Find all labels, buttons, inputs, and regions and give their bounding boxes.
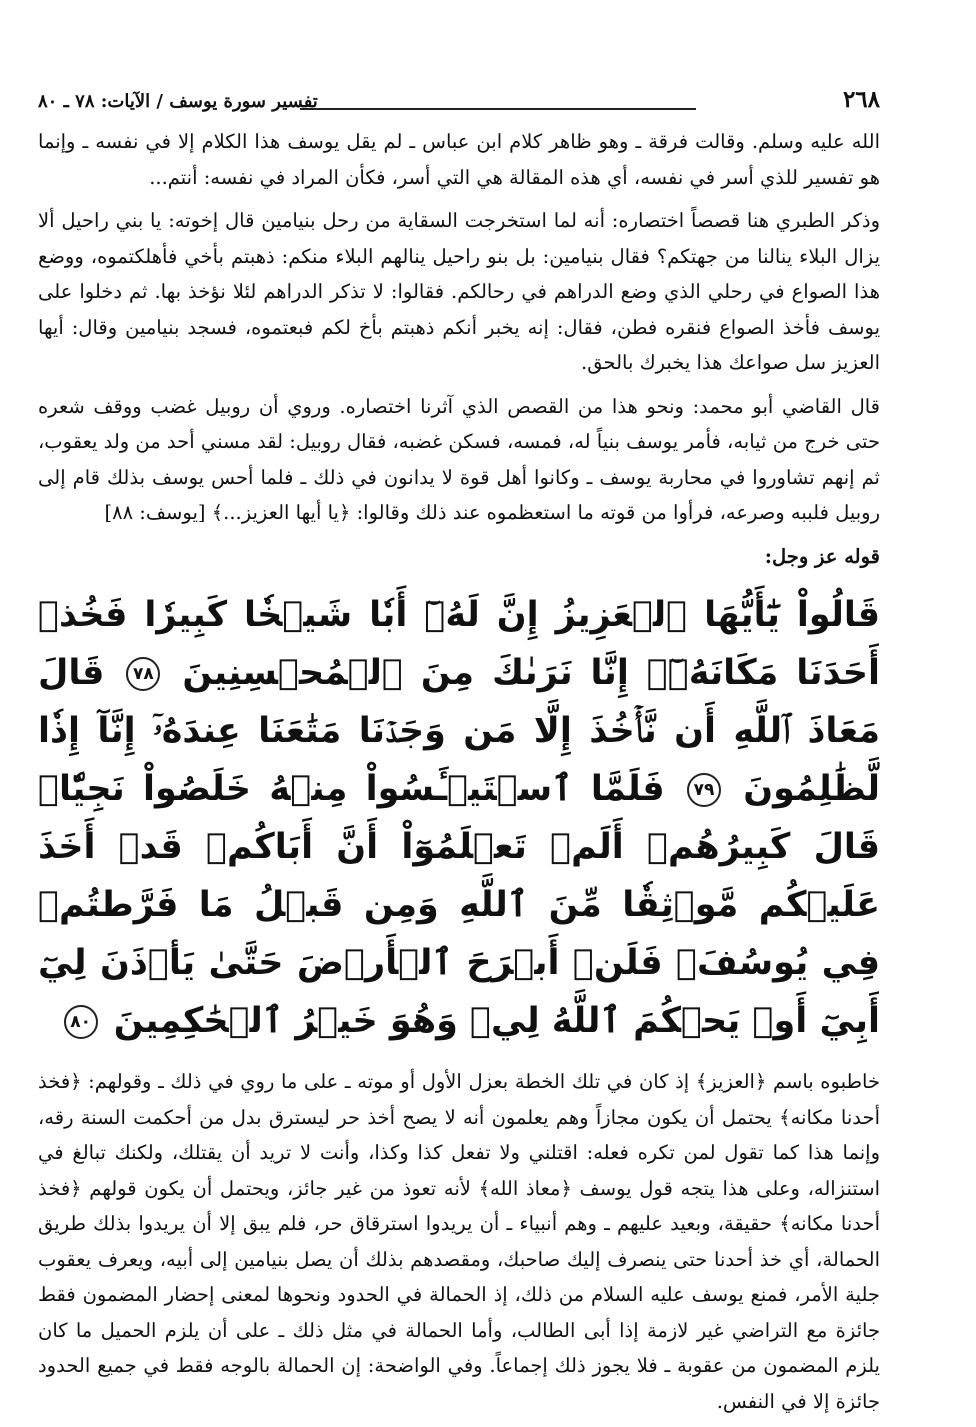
commentary-paragraph: خاطبوه باسم ﴿العزيز﴾ إذ كان في تلك الخطة بعزل الأول أو موته ـ على ما روي في ذلك ـ وقولهم: ﴿فخذ أحدنا مكانه﴾ يحتمل أن يكون مجازاً وهم يعلمون أنه لا يصح أخذ حر ليسترق بدل من أحكمت السنة رقه، وإنما هذا كما تقول لمن تكره فعله: اقتلني ولا تفعل كذا وكذا، وأنت لا تريد أن يقتلك، ولكنك تبالغ في استنزاله، وعلى هذا يتجه قول يوسف ﴿معاذ الله﴾ لأنه تعوذ من غير جائز، ويحتمل أن يكون قولهم ﴿فخذ أحدنا مكانه﴾ حقيقة، وبعيد عليهم ـ وهم أنبياء ـ أن يريدوا استرقاق حر، فلم يبق إلا أن يريدوا بذلك طريق الحمالة، أي خذ أحدنا حتى ينصرف إليك صاحبك، ومقصدهم بذلك أن يصل بنيامين إلى أبيه، ويعرف يعقوب جلية الأمر، فمنع يوسف عليه السلام من ذلك، إذ الحمالة في الحدود ونحوها لمعنى إحضار المضمون فقط جائزة مع التراضي غير لازمة إذا أبى الطالب، وأما الحمالة في مثل ذلك ـ على أن يلزم الحميل ما كان يلزم المضمون من عقوبة ـ فلا يجوز ذلك إجماعاً. وفي الواضحة: إن الحمالة بالوجه فقط في جميع الحدود جائزة إلا في النفس. — [38, 1070, 881, 1413]
quran-verse-text: فَلَمَّا ٱسۡتَيۡـَٔسُواْ مِنۡهُ خَلَصُواْ نَجِيّٗاۖ قَالَ كَبِيرُهُمۡ أَلَمۡ تَعۡلَمُوٓاْ أَنَّ أَبَاكُمۡ قَدۡ أَخَذَ عَلَيۡكُم مَّوۡثِقٗا مِّنَ ٱللَّهِ وَمِن قَبۡلُ مَا فَرَّطتُمۡ فِي يُوسُفَۖ فَلَنۡ أَبۡرَحَ ٱلۡأَرۡضَ حَتَّىٰ يَأۡذَنَ لِيٓ أَبِيٓ أَوۡ يَحۡكُمَ ٱللَّهُ لِيۖ وَهُوَ خَيۡرُ ٱلۡحَٰكِمِينَ — [38, 769, 880, 1041]
header-rule — [300, 108, 696, 110]
ayah-number-marker: ٨٠ — [64, 1005, 98, 1039]
quran-verse-text: قَالَ مَعَاذَ ٱللَّهِ أَن نَّأۡخُذَ إِلَّا مَن وَجَدۡنَا مَتَٰعَنَا عِندَهُۥٓ إِنَّآ إِذٗا لَّظَٰلِمُونَ — [38, 653, 881, 809]
running-title: تفسير سورة يوسف / الآيات: ٧٨ ـ ٨٠ — [38, 91, 318, 112]
quran-verse-text: قَالُواْ يَٰٓأَيُّهَا ٱلۡعَزِيزُ إِنَّ لَهُۥٓ أَبٗا شَيۡخٗا كَبِيرٗا فَخُذۡ أَحَدَنَا مَكَانَهُۥٓۖ إِنَّا نَرَىٰكَ مِنَ ٱلۡمُحۡسِنِينَ — [38, 595, 880, 693]
ayah-number-marker: ٧٩ — [687, 773, 721, 807]
verse-intro: قوله عز وجل: — [764, 544, 880, 568]
page-body — [38, 124, 880, 1427]
page-number: ٢٦٨ — [842, 86, 880, 113]
quran-verses — [38, 586, 880, 1050]
paragraph: وذكر الطبري هنا قصصاً اختصاره: أنه لما استخرجت السقاية من رحل بنيامين قال إخوته: يا بني راحيل ألا يزال البلاء ينالنا من جهتكم؟ فقال بنيامين: بل بنو راحيل ينالهم البلاء منكم: ذهبتم بأخي فأهلكتموه، ووضع هذا الصواع في رحلي الذي وضع الدراهم في رحالكم. فقالوا: لا تذكر الدراهم لئلا نؤخذ بها. ثم دخلوا على يوسف فأخذ الصواع فنقره فطن، فقال: إنه يخبر أنكم ذهبتم بأخ لكم فبعتموه، فسجد بنيامين وقال: أيها العزيز سل صواعك هذا يخبرك بالحق. — [38, 209, 880, 374]
ayah-number-marker: ٧٨ — [126, 657, 160, 691]
paragraph: قال القاضي أبو محمد: ونحو هذا من القصص الذي آثرنا اختصاره. وروي أن روبيل غضب ووقف شعره حتى خرج من ثيابه، فأمر يوسف بنياً له، فمسه، فسكن غضبه، فقال روبيل: لقد مسني أحد من ولد يعقوب، ثم إنهم تشاوروا في محاربة يوسف ـ وكانوا أهل قوة لا يدانون في ذلك ـ فلما أحس يوسف بذلك قام إلى روبيل فلببه وصرعه، فرأوا من قوته ما استعظموه عند ذلك وقالوا: ﴿يا أيها العزيز...﴾ [يوسف: ٨٨] — [38, 394, 880, 524]
paragraph: الله عليه وسلم. وقالت فرقة ـ وهو ظاهر كلام ابن عباس ـ لم يقل يوسف هذا الكلام إلا في نفسه ـ وإنما هو تفسير للذي أسر في نفسه، أي هذه المقالة هي التي أسر، فكأن المراد في نفسه: أنتم... — [38, 130, 880, 189]
